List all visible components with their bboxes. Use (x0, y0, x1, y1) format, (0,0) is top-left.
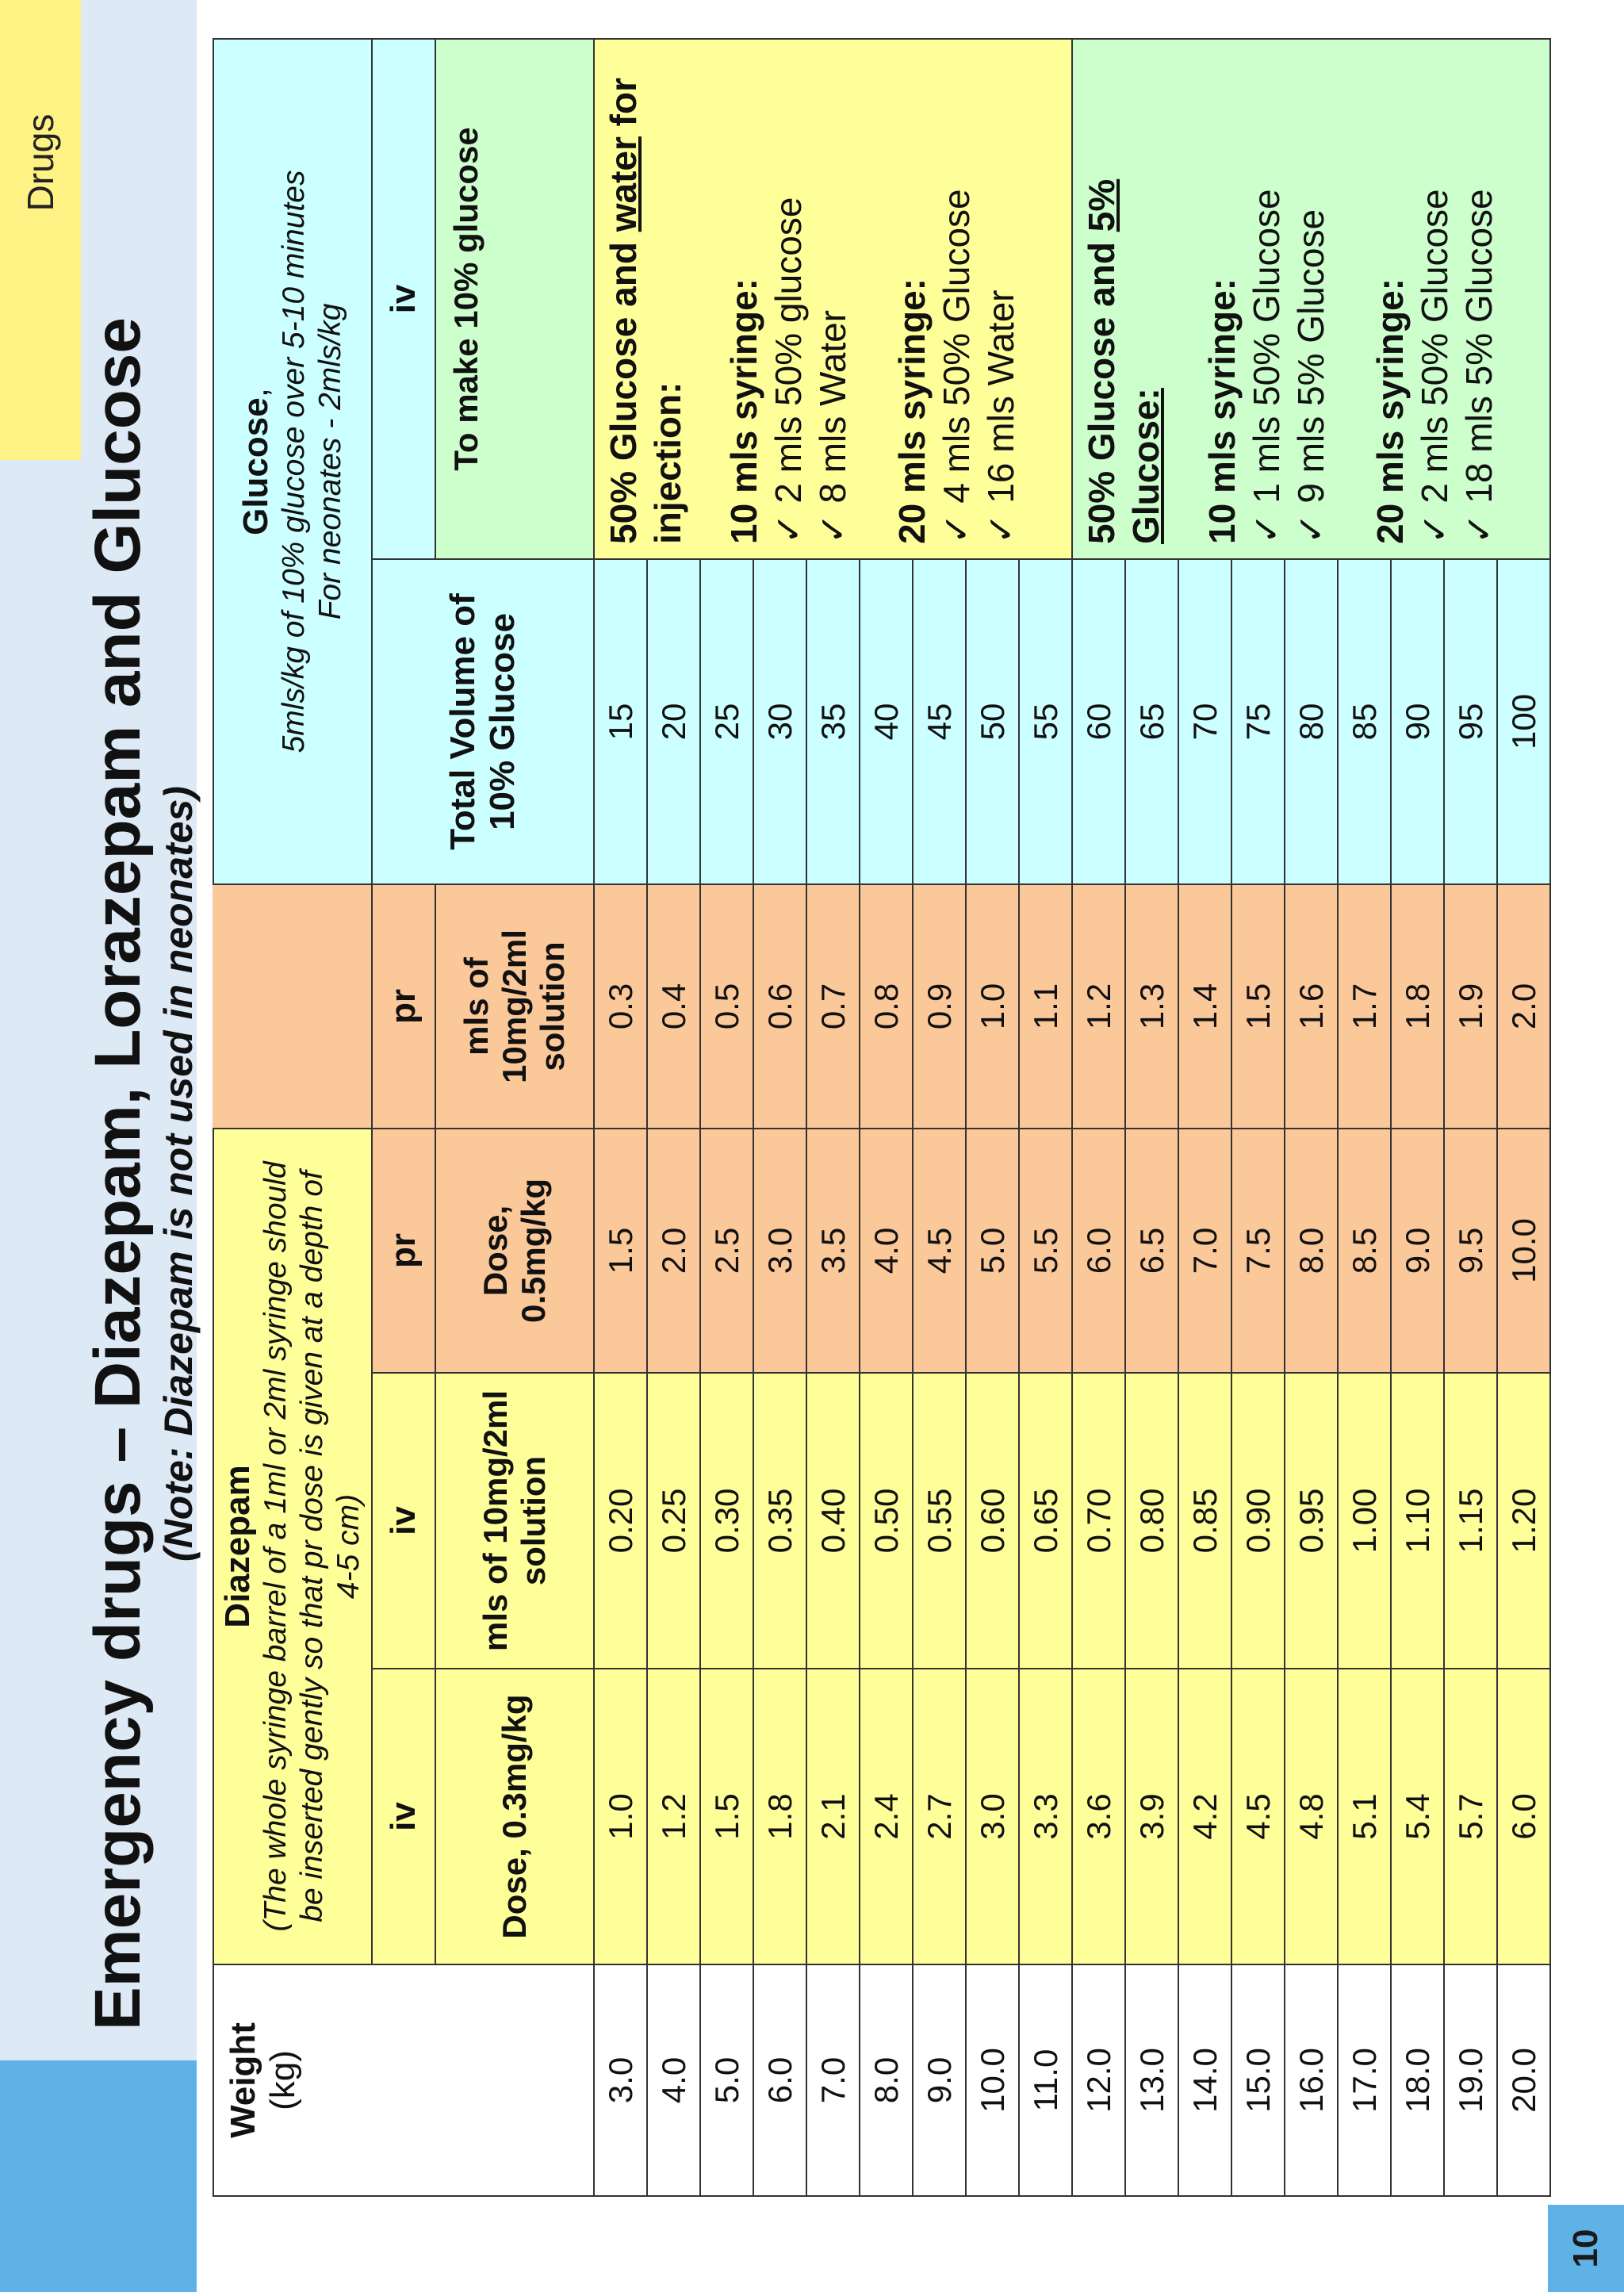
pr-dose-cell: 10.0 (1497, 1129, 1550, 1373)
syringe-10ml-line: ✓ 9 mls 5% Glucose (1290, 209, 1331, 544)
iv-mls-cell: 0.30 (700, 1373, 753, 1669)
glucose-volume-cell: 80 (1285, 559, 1338, 884)
glucose-volume-cell: 90 (1391, 559, 1444, 884)
table-row (594, 39, 647, 2196)
glucose-volume-header: Total Volume of 10% Glucose (372, 559, 594, 884)
syringe-10ml-title: 10 mls syringe: (723, 278, 764, 544)
glucose-volume-cell: 30 (753, 559, 806, 884)
diazepam-note: (The whole syringe barrel of a 1ml or 2ml syringe should be inserted gently so that pr dose is given at a depth of 4-5 cm) (259, 1161, 366, 1932)
pr-dose-cell: 4.0 (860, 1129, 913, 1373)
iv-mls-cell: 0.55 (913, 1373, 966, 1669)
iv-mls-cell: 1.15 (1444, 1373, 1497, 1669)
iv-mls-cell: 0.60 (966, 1373, 1019, 1669)
iv-mls-cell: 0.20 (594, 1373, 647, 1669)
glucose-volume-cell: 55 (1019, 559, 1072, 884)
pr-mls-cell: 1.8 (1391, 884, 1444, 1129)
syringe-10ml-line: ✓ 2 mls 50% glucose (768, 197, 809, 544)
iv-dose-cell: 1.8 (753, 1669, 806, 1964)
weight-cell: 19.0 (1444, 1964, 1497, 2196)
iv-dose-cell: 3.0 (966, 1669, 1019, 1964)
glucose-volume-cell: 15 (594, 559, 647, 884)
syringe-10ml-title: 10 mls syringe: (1201, 278, 1243, 544)
weight-unit: (kg) (263, 2050, 302, 2110)
page-subtitle: (Note: Diazepam is not used in neonates) (156, 786, 201, 1562)
weight-cell: 5.0 (700, 1964, 753, 2196)
route-iv-dose: iv (372, 1669, 435, 1964)
iv-dose-cell: 2.4 (860, 1669, 913, 1964)
weight-cell: 9.0 (913, 1964, 966, 2196)
pr-dose-cell: 5.0 (966, 1129, 1019, 1373)
pr-mls-cell: 2.0 (1497, 884, 1550, 1129)
glucose-volume-cell: 65 (1125, 559, 1178, 884)
pr-mls-cell: 0.5 (700, 884, 753, 1129)
pr-mls-cell: 1.6 (1285, 884, 1338, 1129)
iv-mls-cell: 0.80 (1125, 1373, 1178, 1669)
prep-heading-underlined: 5% Glucose: (1081, 178, 1166, 544)
iv-dose-cell: 1.0 (594, 1669, 647, 1964)
weight-cell: 3.0 (594, 1964, 647, 2196)
syringe-20ml-title: 20 mls syringe: (891, 278, 933, 544)
syringe-20ml-title: 20 mls syringe: (1369, 278, 1411, 544)
drugs-tab-label[interactable]: Drugs (20, 113, 61, 212)
pr-mls-cell: 0.4 (647, 884, 700, 1129)
glucose-neonate-note: For neonates - 2mls/kg (313, 303, 347, 620)
pr-dose-cell: 3.0 (753, 1129, 806, 1373)
glucose-5pct-prep-cell (1072, 39, 1550, 559)
route-pr-dose: pr (372, 1129, 435, 1373)
pr-dose-cell: 7.5 (1231, 1129, 1285, 1373)
glucose-route-iv: iv (372, 39, 435, 559)
glucose-volume-cell: 45 (913, 559, 966, 884)
emergency-drug-table (213, 38, 1551, 2197)
pr-mls-cell: 1.3 (1125, 884, 1178, 1129)
glucose-volume-cell: 75 (1231, 559, 1285, 884)
col-header-iv-mls: mls of 10mg/2ml solution (435, 1373, 594, 1669)
iv-mls-cell: 0.50 (860, 1373, 913, 1669)
glucose-water-prep-cell (594, 39, 1072, 559)
pr-dose-cell: 5.5 (1019, 1129, 1072, 1373)
pr-mls-cell: 0.6 (753, 884, 806, 1129)
iv-dose-cell: 3.9 (1125, 1669, 1178, 1964)
glucose-volume-cell: 100 (1497, 559, 1550, 884)
pr-mls-cell: 1.0 (966, 884, 1019, 1129)
pr-dose-cell: 9.5 (1444, 1129, 1497, 1373)
weight-cell: 10.0 (966, 1964, 1019, 2196)
col-header-iv-dose: Dose, 0.3mg/kg (435, 1669, 594, 1964)
weight-cell: 8.0 (860, 1964, 913, 2196)
pr-dose-cell: 3.5 (806, 1129, 860, 1373)
iv-mls-cell: 1.10 (1391, 1373, 1444, 1669)
pr-dose-cell: 8.0 (1285, 1129, 1338, 1373)
pr-mls-cell: 1.2 (1072, 884, 1125, 1129)
weight-cell: 17.0 (1338, 1964, 1391, 2196)
weight-cell: 15.0 (1231, 1964, 1285, 2196)
pr-mls-cell: 1.4 (1178, 884, 1231, 1129)
syringe-10ml-line: ✓ 1 mls 50% Glucose (1246, 189, 1287, 544)
glucose-volume-cell: 70 (1178, 559, 1231, 884)
pr-dose-cell: 7.0 (1178, 1129, 1231, 1373)
glucose-volume-cell: 50 (966, 559, 1019, 884)
iv-dose-cell: 5.7 (1444, 1669, 1497, 1964)
pr-mls-cell: 1.7 (1338, 884, 1391, 1129)
pr-mls-cell: 0.9 (913, 884, 966, 1129)
iv-mls-cell: 1.20 (1497, 1373, 1550, 1669)
iv-mls-cell: 0.85 (1178, 1373, 1231, 1669)
weight-cell: 16.0 (1285, 1964, 1338, 2196)
prep-heading-underlined: water (603, 136, 644, 232)
prep-heading-post: for injection: (603, 77, 688, 544)
weight-cell: 20.0 (1497, 1964, 1550, 2196)
prep-heading (1079, 40, 1168, 544)
weight-cell: 13.0 (1125, 1964, 1178, 2196)
iv-mls-cell: 0.35 (753, 1373, 806, 1669)
pr-dose-cell: 4.5 (913, 1129, 966, 1373)
prep-heading (601, 40, 690, 544)
diazepam-name: Diazepam (218, 1465, 257, 1628)
iv-mls-cell: 0.65 (1019, 1373, 1072, 1669)
iv-mls-cell: 0.90 (1231, 1373, 1285, 1669)
prep-heading-pre: 50% Glucose and (1081, 232, 1122, 544)
glucose-header-cell (213, 39, 372, 884)
pr-mls-cell: 0.3 (594, 884, 647, 1129)
pr-dose-cell: 6.5 (1125, 1129, 1178, 1373)
page-number: 10 (1566, 2229, 1605, 2268)
pr-dose-cell: 8.5 (1338, 1129, 1391, 1373)
syringe-20ml-line: ✓ 16 mls Water (980, 289, 1021, 544)
iv-dose-cell: 4.2 (1178, 1669, 1231, 1964)
weight-cell: 11.0 (1019, 1964, 1072, 2196)
syringe-20ml-line: ✓ 2 mls 50% Glucose (1414, 189, 1455, 544)
glucose-volume-cell: 35 (806, 559, 860, 884)
col-header-pr-dose: Dose, 0.5mg/kg (435, 1129, 594, 1373)
glucose-volume-cell: 20 (647, 559, 700, 884)
iv-dose-cell: 3.3 (1019, 1669, 1072, 1964)
iv-dose-cell: 3.6 (1072, 1669, 1125, 1964)
weight-header-cell (213, 1964, 594, 2196)
diazepam-header-extension (213, 884, 372, 1129)
iv-mls-cell: 0.25 (647, 1373, 700, 1669)
syringe-10ml-line: ✓ 8 mls Water (812, 309, 853, 544)
glucose-volume-cell: 25 (700, 559, 753, 884)
iv-mls-cell: 1.00 (1338, 1373, 1391, 1669)
pr-dose-cell: 6.0 (1072, 1129, 1125, 1373)
weight-cell: 12.0 (1072, 1964, 1125, 2196)
iv-dose-cell: 4.8 (1285, 1669, 1338, 1964)
pr-mls-cell: 0.8 (860, 884, 913, 1129)
glucose-dose-note: 5mls/kg of 10% glucose over 5-10 minutes (277, 170, 311, 753)
glucose-name-comma: , (236, 388, 275, 398)
pr-mls-cell: 0.7 (806, 884, 860, 1129)
page-title: Emergency drugs – Diazepam, Lorazepam and Glucose (82, 316, 154, 2031)
iv-dose-cell: 2.7 (913, 1669, 966, 1964)
weight-header: Weight (224, 2022, 262, 2138)
syringe-20ml-line: ✓ 18 mls 5% Glucose (1458, 189, 1500, 544)
iv-dose-cell: 2.1 (806, 1669, 860, 1964)
weight-cell: 6.0 (753, 1964, 806, 2196)
pr-dose-cell: 9.0 (1391, 1129, 1444, 1373)
weight-cell: 4.0 (647, 1964, 700, 2196)
glucose-volume-cell: 85 (1338, 559, 1391, 884)
iv-dose-cell: 5.1 (1338, 1669, 1391, 1964)
pr-mls-cell: 1.5 (1231, 884, 1285, 1129)
iv-mls-cell: 0.70 (1072, 1373, 1125, 1669)
iv-dose-cell: 1.2 (647, 1669, 700, 1964)
weight-cell: 18.0 (1391, 1964, 1444, 2196)
pr-dose-cell: 2.5 (700, 1129, 753, 1373)
iv-mls-cell: 0.95 (1285, 1373, 1338, 1669)
prep-heading-pre: 50% Glucose and (603, 232, 644, 544)
iv-dose-cell: 5.4 (1391, 1669, 1444, 1964)
glucose-volume-cell: 95 (1444, 559, 1497, 884)
glucose-make-header: To make 10% glucose (435, 39, 594, 559)
glucose-volume-cell: 60 (1072, 559, 1125, 884)
weight-cell: 7.0 (806, 1964, 860, 2196)
weight-cell: 14.0 (1178, 1964, 1231, 2196)
table-row (1072, 39, 1125, 2196)
col-header-pr-mls: mls of 10mg/2ml solution (435, 884, 594, 1129)
iv-dose-cell: 1.5 (700, 1669, 753, 1964)
glucose-name: Glucose (236, 397, 275, 535)
glucose-volume-cell: 40 (860, 559, 913, 884)
diazepam-header-cell (213, 1129, 372, 1964)
syringe-20ml-line: ✓ 4 mls 50% Glucose (936, 189, 977, 544)
pr-dose-cell: 1.5 (594, 1129, 647, 1373)
pr-mls-cell: 1.1 (1019, 884, 1072, 1129)
pr-dose-cell: 2.0 (647, 1129, 700, 1373)
route-iv-mls: iv (372, 1373, 435, 1669)
pr-mls-cell: 1.9 (1444, 884, 1497, 1129)
iv-mls-cell: 0.40 (806, 1373, 860, 1669)
iv-dose-cell: 4.5 (1231, 1669, 1285, 1964)
iv-dose-cell: 6.0 (1497, 1669, 1550, 1964)
route-pr-mls: pr (372, 884, 435, 1129)
